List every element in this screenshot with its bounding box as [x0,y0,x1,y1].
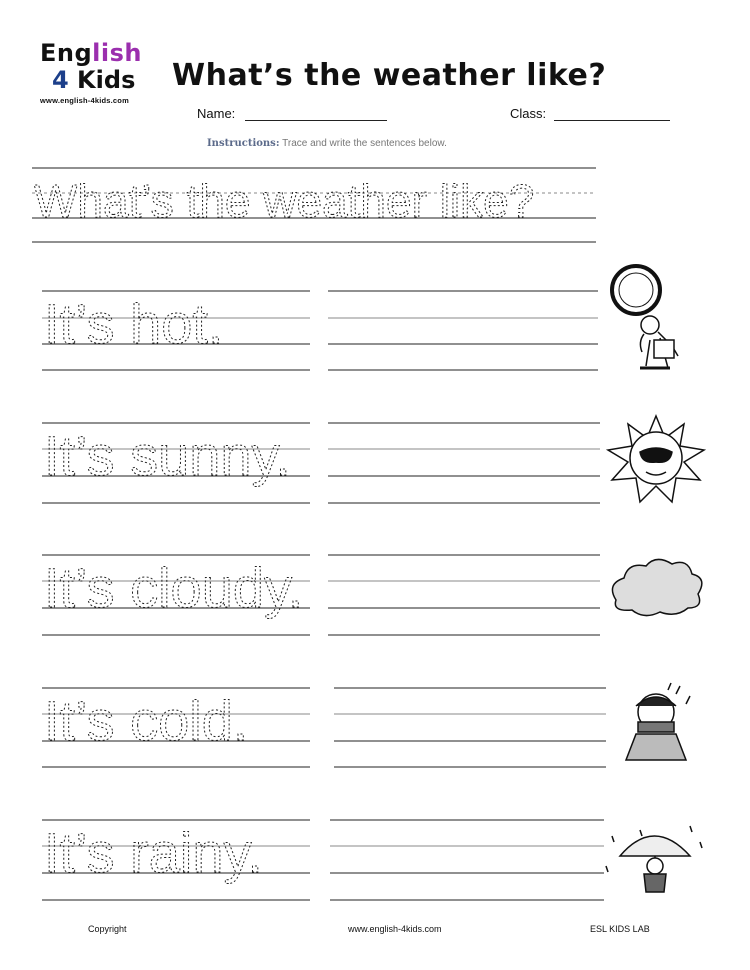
page-title: What’s the weather like? [172,58,607,93]
sentence-trace-hot: It’s hot. [44,292,224,355]
hot-boy-icon [612,266,678,368]
sentence-trace-cloudy: It’s cloudy. [44,556,304,619]
footer-brand: ESL KIDS LAB [590,924,650,934]
cloud-icon [612,559,701,615]
class-label: Class: [510,106,547,121]
instructions-text: Trace and write the sentences below. [282,138,447,149]
cold-child-icon [626,683,690,760]
logo-line-1: English [40,39,142,67]
sentence-trace-cold: It’s cold. [44,689,249,752]
rain-umbrella-icon [606,826,702,892]
footer-copyright: Copyright [88,924,127,934]
heading-trace-text: What’s the weather like? [34,175,535,227]
footer-url[interactable]: www.english-4kids.com [348,924,442,934]
instructions-label: Instructions: [207,138,280,149]
sentence-trace-rainy: It’s rainy. [44,821,263,884]
name-label: Name: [197,106,236,121]
logo-url: www.english-4kids.com [40,96,129,105]
sun-icon [608,416,704,502]
sentence-trace-sunny: It’s sunny. [44,424,291,487]
logo-line-2: 4 Kids [52,66,136,94]
